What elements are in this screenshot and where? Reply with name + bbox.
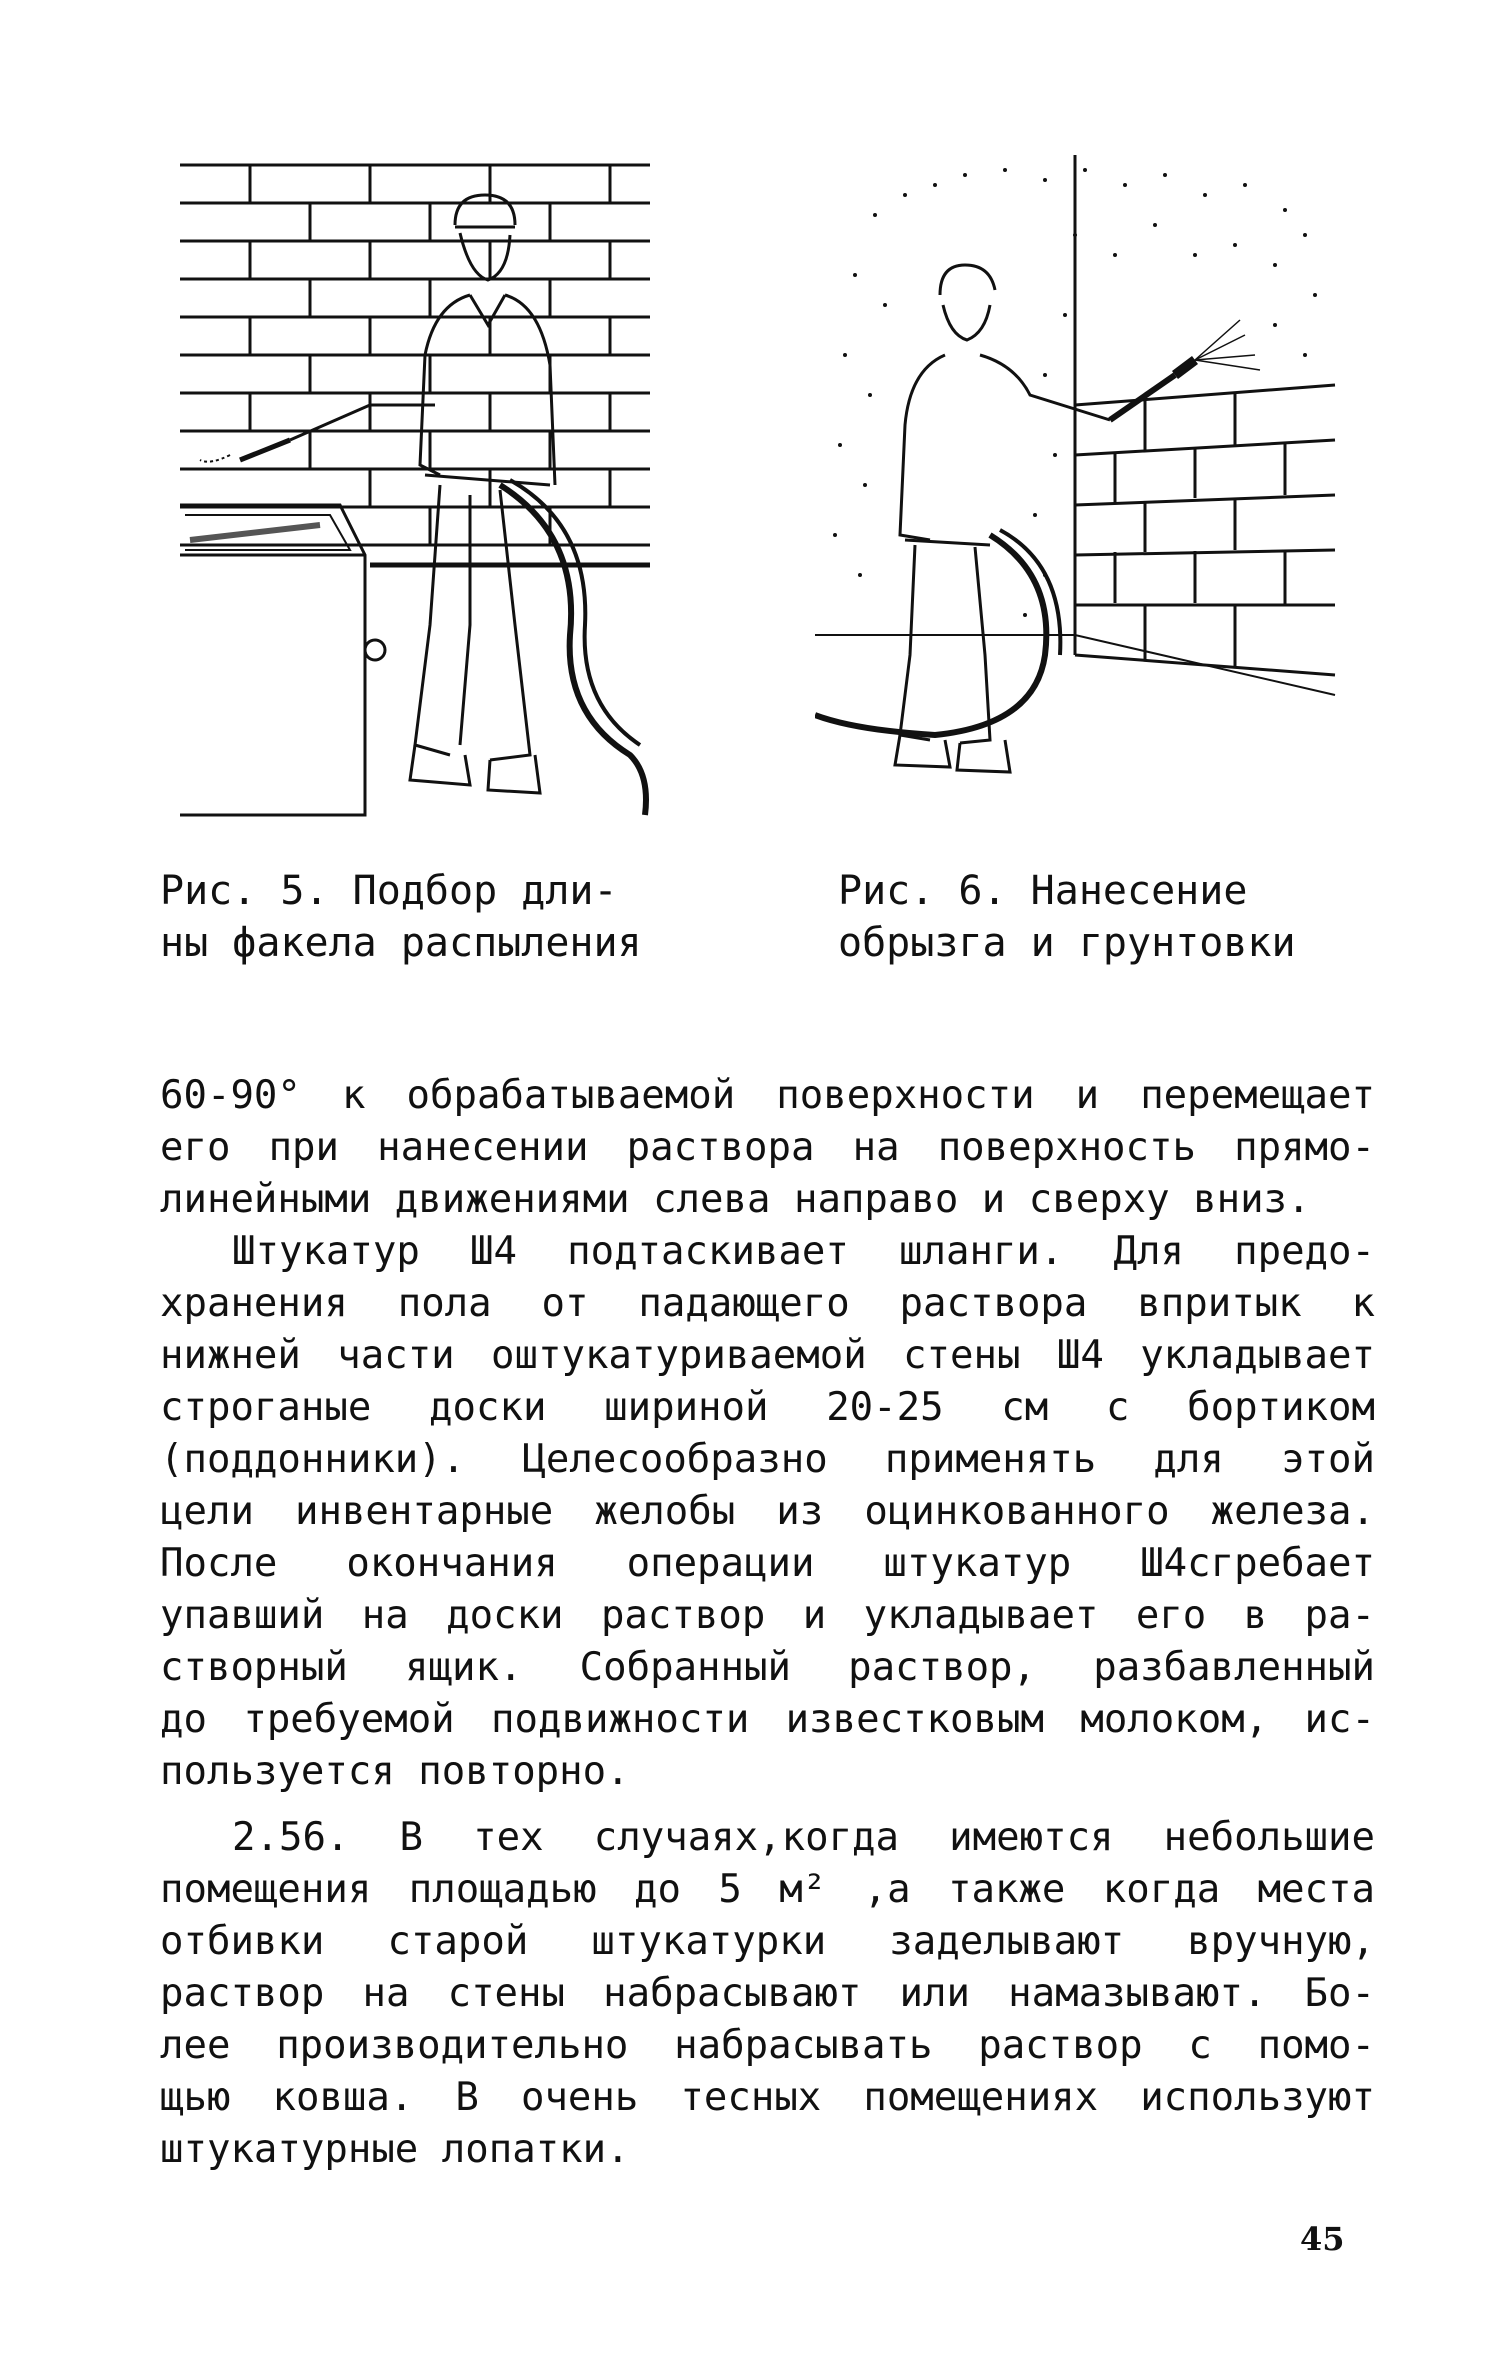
text-line: строганые доски шириной 20-25 см с бортиком: [160, 1385, 1375, 1430]
text-line: отбивки старой штукатурки заделывают вручную,: [160, 1919, 1375, 1964]
text-line: После окончания операции штукатур Ш4сгребает: [160, 1541, 1375, 1586]
figure-6-illustration: [815, 155, 1345, 815]
text-line: 2.56. В тех случаях,когда имеются небольшие: [232, 1815, 1375, 1860]
text-line: упавший на доски раствор и укладывает его в ра-: [160, 1593, 1375, 1638]
figure-6-caption-line: обрызга и грунтовки: [838, 920, 1296, 966]
hose: [815, 530, 1060, 735]
text-line: раствор на стены набрасывают или намазывают. Бо-: [160, 1971, 1375, 2016]
paragraph-1: [160, 1070, 1375, 1226]
text-line: 60-90° к обрабатываемой поверхности и перемещает: [160, 1073, 1375, 1118]
text-line: помещения площадью до 5 м² ,а также когда места: [160, 1867, 1375, 1912]
text-line: створный ящик. Собранный раствор, разбавленный: [160, 1645, 1375, 1690]
text-line: хранения пола от падающего раствора впритык к: [160, 1281, 1375, 1326]
text-line: штукатурные лопатки.: [160, 2127, 630, 2172]
spray-jet: [1195, 320, 1260, 370]
text-line: (поддонники). Целесообразно применять для этой: [160, 1437, 1375, 1482]
figure-5-illustration: [170, 155, 660, 835]
worker-figure: [200, 195, 555, 793]
hose: [500, 480, 646, 815]
text-line: линейными движениями слева направо и сверху вниз.: [160, 1177, 1311, 1222]
text-line: нижней части оштукатуриваемой стены Ш4 укладывает: [160, 1333, 1375, 1378]
text-line: цели инвентарные желобы из оцинкованного железа.: [160, 1489, 1375, 1534]
body-text: [160, 1070, 1375, 2176]
text-line: лее производительно набрасывать раствор с помо-: [160, 2023, 1375, 2068]
text-line: до требуемой подвижности известковым молоком, ис-: [160, 1697, 1375, 1742]
paragraph-2: [160, 1226, 1375, 1798]
figure-5-caption-line: ны факела распыления: [160, 920, 642, 966]
text-line: пользуется повторно.: [160, 1749, 630, 1794]
text-line: щью ковша. В очень тесных помещениях используют: [160, 2075, 1375, 2120]
page-number: 45: [1300, 2220, 1345, 2258]
worker-figure: [895, 265, 1195, 772]
mortar-box: [180, 505, 385, 815]
figure-6-caption: [838, 865, 1318, 969]
text-line: его при нанесении раствора на поверхность прямо-: [160, 1125, 1375, 1170]
brick-wall: [1075, 385, 1335, 675]
figure-5-caption-line: Рис. 5. Подбор дли-: [160, 868, 618, 914]
figure-6-drawing: [815, 155, 1345, 815]
figure-5-drawing: [170, 155, 660, 835]
figure-6-caption-line: Рис. 6. Нанесение: [838, 868, 1248, 914]
text-line: Штукатур Ш4 подтаскивает шланги. Для предо-: [232, 1229, 1375, 1274]
figure-5-caption: [160, 865, 680, 969]
paragraph-3: [160, 1812, 1375, 2176]
